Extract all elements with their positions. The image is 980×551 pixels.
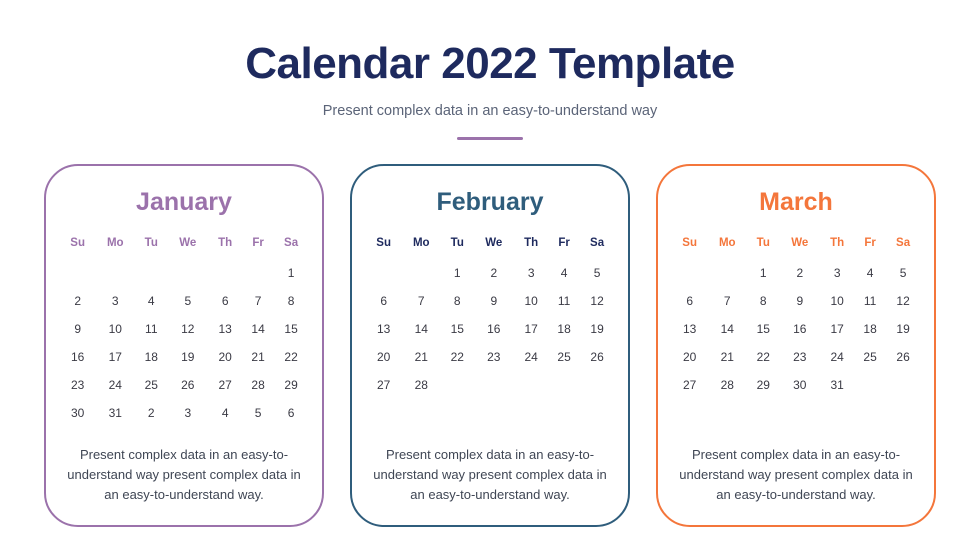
day-cell: 11 bbox=[145, 321, 158, 336]
day-cell: 27 bbox=[376, 377, 391, 392]
day-cell: 15 bbox=[756, 321, 770, 336]
weekday-th: Th bbox=[524, 236, 539, 249]
day-cell: 26 bbox=[181, 377, 195, 392]
weekday-sa: Sa bbox=[590, 236, 605, 249]
weekday-we: We bbox=[791, 236, 809, 249]
day-cell: 6 bbox=[221, 293, 229, 308]
day-cell: 27 bbox=[682, 377, 697, 392]
day-cell: 15 bbox=[450, 321, 464, 336]
weekday-fr: Fr bbox=[864, 236, 876, 249]
day-cell: 13 bbox=[218, 321, 232, 336]
day-cell-next-month: 6 bbox=[287, 405, 295, 420]
day-cell bbox=[886, 371, 920, 399]
month-title: February bbox=[436, 187, 544, 216]
day-cell: 7 bbox=[417, 293, 425, 308]
day-cell: 7 bbox=[254, 293, 262, 308]
day-cell bbox=[60, 259, 95, 287]
calendar-table-february bbox=[366, 233, 614, 427]
day-cell bbox=[401, 399, 441, 427]
calendar-week-row bbox=[366, 259, 614, 287]
day-cell: 6 bbox=[686, 293, 693, 308]
month-card-march bbox=[656, 164, 936, 527]
day-cell: 11 bbox=[863, 293, 877, 308]
day-cell: 2 bbox=[490, 265, 498, 280]
calendar-week-row bbox=[672, 343, 920, 371]
day-cell: 19 bbox=[590, 321, 604, 336]
weekday-we: We bbox=[485, 236, 503, 249]
day-cell: 12 bbox=[896, 293, 910, 308]
weekday-su: Su bbox=[70, 236, 85, 249]
day-cell: 16 bbox=[70, 349, 85, 364]
calendar-week-row bbox=[672, 371, 920, 399]
day-cell: 2 bbox=[74, 293, 81, 308]
day-cell bbox=[167, 259, 208, 287]
day-cell: 18 bbox=[144, 349, 158, 364]
day-cell: 15 bbox=[284, 321, 298, 336]
day-cell bbox=[242, 259, 274, 287]
weekday-su: Su bbox=[376, 236, 391, 249]
day-cell bbox=[854, 399, 886, 427]
page-subtitle: Present complex data in an easy-to-understand way bbox=[322, 102, 658, 119]
day-cell: 3 bbox=[111, 293, 119, 308]
day-cell: 9 bbox=[796, 293, 804, 308]
day-cell-next-month: 4 bbox=[221, 405, 229, 420]
day-cell bbox=[580, 399, 614, 427]
day-cell: 28 bbox=[720, 377, 734, 392]
day-cell: 25 bbox=[144, 377, 158, 392]
month-card-february bbox=[350, 164, 630, 527]
day-cell bbox=[514, 371, 548, 399]
weekday-header-row bbox=[672, 233, 920, 259]
day-cell: 26 bbox=[590, 349, 604, 364]
day-cell: 10 bbox=[524, 293, 538, 308]
day-cell: 20 bbox=[376, 349, 391, 364]
day-cell: 5 bbox=[593, 265, 601, 280]
day-cell: 19 bbox=[896, 321, 910, 336]
day-cell: 6 bbox=[380, 293, 387, 308]
month-description: Present complex data in an easy-to-understand way present complex data in an easy-to-understand way. bbox=[679, 446, 913, 503]
day-cell: 3 bbox=[833, 265, 841, 280]
day-cell: 25 bbox=[863, 349, 877, 364]
weekday-fr: Fr bbox=[558, 236, 570, 249]
day-cell: 5 bbox=[899, 265, 907, 280]
weekday-sa: Sa bbox=[284, 236, 299, 249]
weekday-we: We bbox=[179, 236, 197, 249]
day-cell: 26 bbox=[896, 349, 910, 364]
day-cell bbox=[366, 259, 401, 287]
day-cell: 17 bbox=[108, 349, 122, 364]
calendar-week-row bbox=[60, 371, 308, 399]
weekday-fr: Fr bbox=[252, 236, 264, 249]
day-cell: 19 bbox=[181, 349, 195, 364]
day-cell bbox=[747, 399, 779, 427]
month-title: January bbox=[136, 187, 232, 216]
day-cell: 20 bbox=[682, 349, 697, 364]
day-cell: 23 bbox=[70, 377, 85, 392]
day-cell bbox=[886, 399, 920, 427]
calendar-week-row bbox=[672, 315, 920, 343]
weekday-mo: Mo bbox=[412, 236, 430, 249]
day-cell: 21 bbox=[720, 349, 734, 364]
day-cell: 17 bbox=[524, 321, 538, 336]
day-cell: 14 bbox=[720, 321, 734, 336]
day-cell: 31 bbox=[108, 405, 122, 420]
calendar-week-row bbox=[60, 315, 308, 343]
day-cell: 4 bbox=[560, 265, 568, 280]
calendar-week-row bbox=[60, 399, 308, 427]
day-cell: 12 bbox=[590, 293, 604, 308]
day-cell: 4 bbox=[147, 293, 155, 308]
calendar-week-row bbox=[366, 343, 614, 371]
day-cell: 10 bbox=[830, 293, 844, 308]
weekday-tu: Tu bbox=[450, 236, 464, 249]
weekday-header-row bbox=[366, 233, 614, 259]
day-cell: 25 bbox=[557, 349, 571, 364]
calendar-week-row bbox=[672, 259, 920, 287]
day-cell: 30 bbox=[793, 377, 807, 392]
weekday-su: Su bbox=[682, 236, 697, 249]
day-cell: 18 bbox=[557, 321, 571, 336]
day-cell bbox=[707, 259, 747, 287]
weekday-th: Th bbox=[830, 236, 845, 249]
calendar-week-row bbox=[672, 287, 920, 315]
day-cell: 24 bbox=[830, 349, 844, 364]
month-cards-container bbox=[0, 140, 980, 527]
month-description: Present complex data in an easy-to-understand way present complex data in an easy-to-understand way. bbox=[373, 446, 607, 503]
day-cell: 21 bbox=[414, 349, 428, 364]
day-cell bbox=[135, 259, 167, 287]
day-cell: 9 bbox=[74, 321, 81, 336]
weekday-mo: Mo bbox=[106, 236, 124, 249]
day-cell bbox=[441, 371, 473, 399]
weekday-header-row bbox=[60, 233, 308, 259]
day-cell bbox=[707, 399, 747, 427]
day-cell: 8 bbox=[453, 293, 461, 308]
weekday-tu: Tu bbox=[756, 236, 770, 249]
day-cell: 17 bbox=[830, 321, 844, 336]
day-cell: 2 bbox=[796, 265, 804, 280]
day-cell-next-month: 3 bbox=[184, 405, 192, 420]
calendar-week-row-empty bbox=[366, 399, 614, 427]
day-cell: 22 bbox=[284, 349, 298, 364]
day-cell: 29 bbox=[284, 377, 298, 392]
day-cell: 1 bbox=[287, 265, 295, 280]
day-cell bbox=[672, 259, 707, 287]
calendar-week-row bbox=[60, 343, 308, 371]
day-cell: 10 bbox=[108, 321, 122, 336]
day-cell: 3 bbox=[527, 265, 535, 280]
day-cell: 21 bbox=[251, 349, 265, 364]
day-cell: 12 bbox=[181, 321, 195, 336]
calendar-table-march bbox=[672, 233, 920, 427]
calendar-week-row bbox=[60, 259, 308, 287]
weekday-sa: Sa bbox=[896, 236, 911, 249]
day-cell: 28 bbox=[414, 377, 428, 392]
day-cell bbox=[672, 399, 707, 427]
day-cell: 13 bbox=[376, 321, 391, 336]
calendar-week-row bbox=[366, 287, 614, 315]
day-cell: 23 bbox=[487, 349, 501, 364]
day-cell: 23 bbox=[793, 349, 807, 364]
calendar-week-row bbox=[60, 287, 308, 315]
day-cell: 1 bbox=[453, 265, 461, 280]
day-cell: 14 bbox=[251, 321, 265, 336]
day-cell bbox=[514, 399, 548, 427]
day-cell: 4 bbox=[866, 265, 874, 280]
day-cell: 22 bbox=[756, 349, 770, 364]
calendar-table-january bbox=[60, 233, 308, 427]
day-cell bbox=[473, 399, 514, 427]
day-cell: 8 bbox=[759, 293, 767, 308]
day-cell: 27 bbox=[218, 377, 232, 392]
day-cell: 8 bbox=[287, 293, 295, 308]
day-cell: 29 bbox=[756, 377, 770, 392]
day-cell bbox=[441, 399, 473, 427]
day-cell: 9 bbox=[490, 293, 498, 308]
day-cell bbox=[95, 259, 135, 287]
day-cell bbox=[548, 399, 580, 427]
calendar-week-row bbox=[366, 371, 614, 399]
day-cell bbox=[820, 399, 854, 427]
day-cell bbox=[854, 371, 886, 399]
day-cell: 28 bbox=[251, 377, 265, 392]
day-cell bbox=[366, 399, 401, 427]
weekday-th: Th bbox=[218, 236, 233, 249]
page-title: Calendar 2022 Template bbox=[245, 39, 735, 88]
day-cell-next-month: 5 bbox=[254, 405, 262, 420]
day-cell: 14 bbox=[414, 321, 428, 336]
day-cell: 18 bbox=[863, 321, 877, 336]
day-cell bbox=[473, 371, 514, 399]
day-cell: 11 bbox=[557, 293, 571, 308]
day-cell: 20 bbox=[218, 349, 232, 364]
day-cell: 31 bbox=[830, 377, 844, 392]
day-cell bbox=[580, 371, 614, 399]
month-title: March bbox=[759, 187, 833, 216]
day-cell-next-month: 2 bbox=[147, 405, 155, 420]
day-cell: 1 bbox=[759, 265, 767, 280]
day-cell bbox=[548, 371, 580, 399]
day-cell bbox=[779, 399, 820, 427]
month-description: Present complex data in an easy-to-understand way present complex data in an easy-to-understand way. bbox=[67, 446, 301, 503]
day-cell: 5 bbox=[184, 293, 192, 308]
calendar-week-row-empty bbox=[672, 399, 920, 427]
day-cell bbox=[401, 259, 441, 287]
day-cell: 7 bbox=[723, 293, 731, 308]
calendar-week-row bbox=[366, 315, 614, 343]
day-cell bbox=[208, 259, 242, 287]
day-cell: 22 bbox=[450, 349, 464, 364]
weekday-tu: Tu bbox=[144, 236, 158, 249]
day-cell: 16 bbox=[793, 321, 807, 336]
day-cell: 24 bbox=[524, 349, 538, 364]
day-cell: 24 bbox=[108, 377, 122, 392]
day-cell: 16 bbox=[487, 321, 501, 336]
weekday-mo: Mo bbox=[718, 236, 736, 249]
month-card-january bbox=[44, 164, 324, 527]
day-cell: 30 bbox=[70, 405, 85, 420]
day-cell: 13 bbox=[682, 321, 697, 336]
